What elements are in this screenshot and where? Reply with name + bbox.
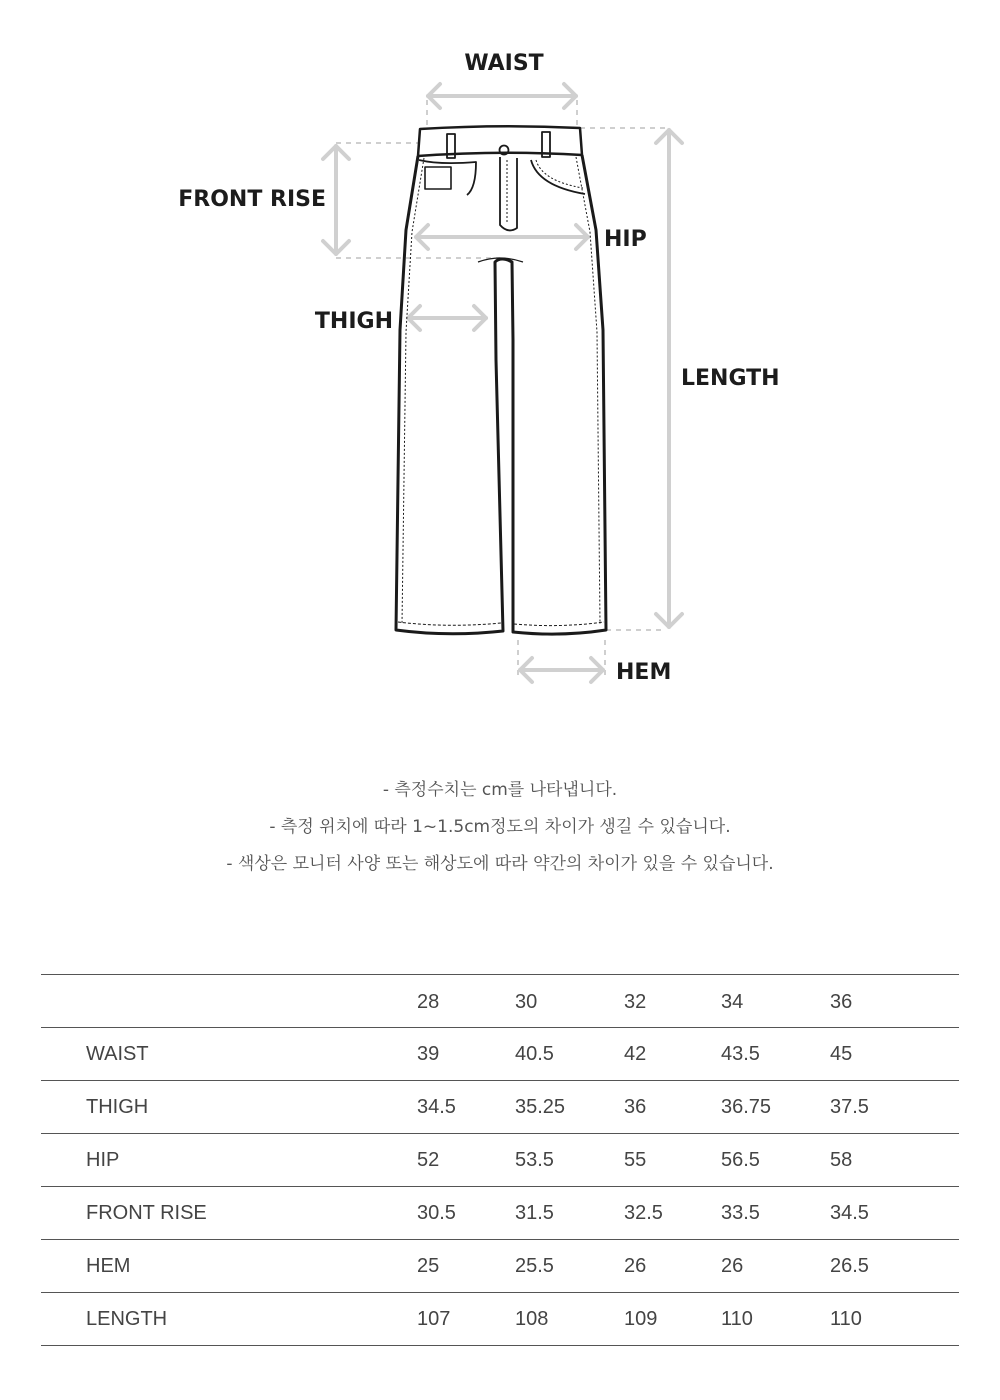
table-cell: 34.5 xyxy=(830,1187,959,1240)
note-line: - 측정 위치에 따라 1~1.5cm정도의 차이가 생길 수 있습니다. xyxy=(269,817,731,837)
hip-arrow xyxy=(416,225,588,249)
label-hem: HEM xyxy=(616,660,672,685)
measurement-notes xyxy=(0,772,1000,883)
table-cell: 110 xyxy=(830,1293,959,1346)
row-label: FRONT RISE xyxy=(41,1187,417,1240)
note-line: - 색상은 모니터 사양 또는 해상도에 따라 약간의 차이가 있을 수 있습니다. xyxy=(226,854,774,874)
table-row xyxy=(41,1293,959,1346)
label-front-rise: FRONT RISE xyxy=(178,187,326,212)
size-header-cell: 34 xyxy=(721,975,830,1028)
table-cell: 58 xyxy=(830,1134,959,1187)
hem-stitch xyxy=(398,622,501,625)
table-cell: 40.5 xyxy=(515,1028,624,1081)
row-label: HEM xyxy=(41,1240,417,1293)
table-row xyxy=(41,1028,959,1081)
length-arrow xyxy=(656,130,682,627)
table-cell: 33.5 xyxy=(721,1187,830,1240)
table-cell: 56.5 xyxy=(721,1134,830,1187)
label-thigh: THIGH xyxy=(314,309,393,334)
table-cell: 35.25 xyxy=(515,1081,624,1134)
table-cell: 45 xyxy=(830,1028,959,1081)
row-label: WAIST xyxy=(41,1028,417,1081)
thigh-arrow xyxy=(408,306,486,330)
note-line: - 측정수치는 cm를 나타냅니다. xyxy=(382,780,618,800)
row-label: THIGH xyxy=(41,1081,417,1134)
table-cell: 25.5 xyxy=(515,1240,624,1293)
hem-arrow xyxy=(520,658,603,682)
label-hip: HIP xyxy=(604,227,647,252)
table-cell: 43.5 xyxy=(721,1028,830,1081)
table-cell: 36.75 xyxy=(721,1081,830,1134)
row-label: LENGTH xyxy=(41,1293,417,1346)
table-cell: 36 xyxy=(624,1081,721,1134)
table-cell: 26.5 xyxy=(830,1240,959,1293)
table-row xyxy=(41,1134,959,1187)
label-waist: WAIST xyxy=(464,51,544,76)
table-row xyxy=(41,1240,959,1293)
size-table xyxy=(41,974,959,1346)
table-cell: 37.5 xyxy=(830,1081,959,1134)
pants-illustration xyxy=(396,126,606,634)
coin-pocket xyxy=(425,167,451,189)
size-header-cell: 36 xyxy=(830,975,959,1028)
hem-stitch-right xyxy=(514,622,604,626)
table-cell: 26 xyxy=(721,1240,830,1293)
table-row xyxy=(41,1187,959,1240)
table-cell: 32.5 xyxy=(624,1187,721,1240)
table-cell: 110 xyxy=(721,1293,830,1346)
label-length: LENGTH xyxy=(681,366,780,391)
size-header-cell: 30 xyxy=(515,975,624,1028)
table-row xyxy=(41,1081,959,1134)
right-pocket xyxy=(531,160,585,194)
table-cell: 34.5 xyxy=(417,1081,515,1134)
table-cell: 53.5 xyxy=(515,1134,624,1187)
size-header-row xyxy=(41,975,959,1028)
table-cell: 108 xyxy=(515,1293,624,1346)
front-rise-arrow xyxy=(323,146,349,254)
fly xyxy=(500,157,517,230)
size-header-cell: 32 xyxy=(624,975,721,1028)
table-cell: 26 xyxy=(624,1240,721,1293)
table-cell: 55 xyxy=(624,1134,721,1187)
table-cell: 52 xyxy=(417,1134,515,1187)
size-header-cell: 28 xyxy=(417,975,515,1028)
table-cell: 30.5 xyxy=(417,1187,515,1240)
right-pocket-stitch xyxy=(536,160,583,188)
waist-arrow xyxy=(428,84,576,108)
table-cell: 42 xyxy=(624,1028,721,1081)
row-label: HIP xyxy=(41,1134,417,1187)
table-cell: 39 xyxy=(417,1028,515,1081)
table-cell: 107 xyxy=(417,1293,515,1346)
table-cell: 109 xyxy=(624,1293,721,1346)
header-empty-cell xyxy=(41,975,417,1028)
table-cell: 31.5 xyxy=(515,1187,624,1240)
table-cell: 25 xyxy=(417,1240,515,1293)
